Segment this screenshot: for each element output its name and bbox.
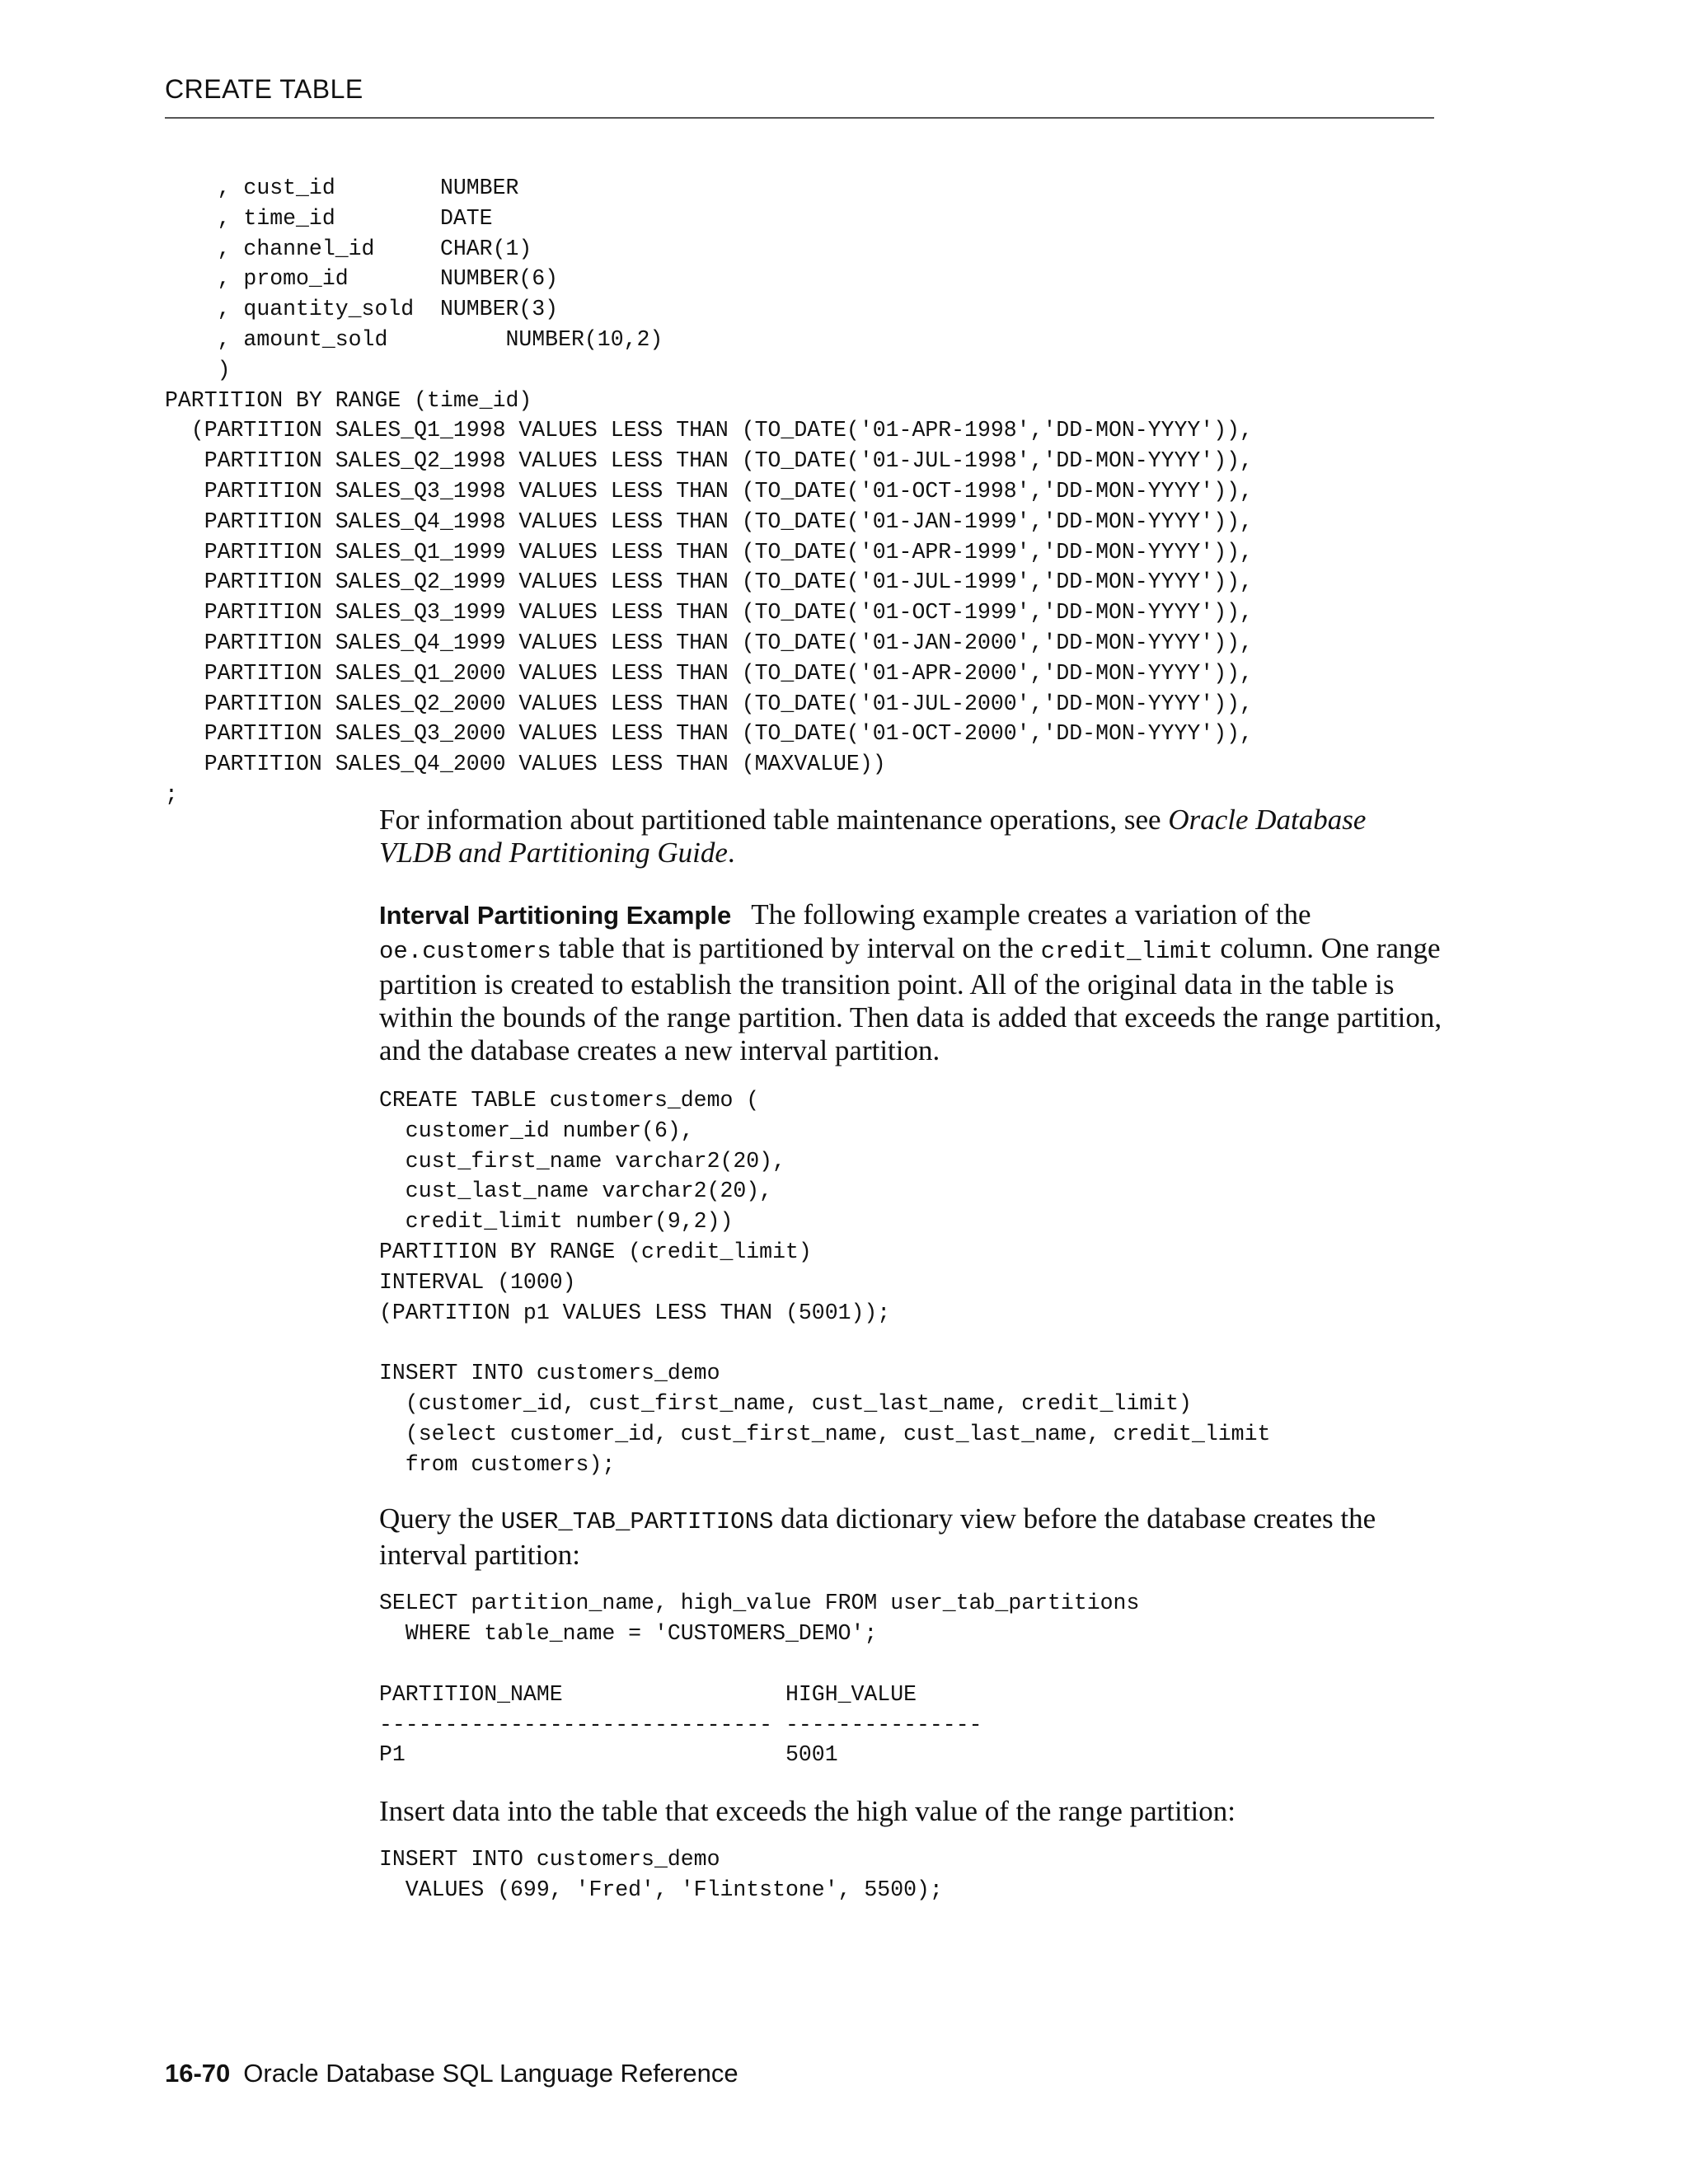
interval-example-paragraph <box>379 898 1442 1067</box>
para-text: For information about partitioned table maintenance operations, see <box>379 804 1169 836</box>
book-title: Oracle Database SQL Language Reference <box>243 2059 738 2088</box>
para-text: table that is partitioned by interval on the <box>551 932 1041 964</box>
header-title: CREATE TABLE <box>165 74 363 104</box>
insert-paragraph: Insert data into the table that exceeds the high value of the range partition: <box>379 1795 1236 1828</box>
code-block-partition-by-range: , cust_id NUMBER , time_id DATE , channel_id CHAR(1) , promo_id NUMBER(6) , quantity_sold NUMBER(3) , amount_sold NUMBER(10,2) ) PARTITION BY RANGE (time_id) (PARTITION SALES_Q1_1998 VALUES LESS THAN (TO_DATE('01-APR-1998','DD-MON-YYYY')), PARTITION SALES_Q2_1998 VALUES LESS THAN (TO_DATE('01-JUL-1998','DD-MON-YYYY')), PARTITION SALES_Q3_1998 VALUES LESS THAN (TO_DATE('01-OCT-1998','DD-MON-YYYY')), PARTITION SALES_Q4_1998 VALUES LESS THAN (TO_DATE('01-JAN-1999','DD-MON-YYYY')), PARTITION SALES_Q1_1999 VALUES LESS THAN (TO_DATE('01-APR-1999','DD-MON-YYYY')), PARTITION SALES_Q2_1999 VALUES LESS THAN (TO_DATE('01-JUL-1999','DD-MON-YYYY')), PARTITION SALES_Q3_1999 VALUES LESS THAN (TO_DATE('01-OCT-1999','DD-MON-YYYY')), PARTITION SALES_Q4_1999 VALUES LESS THAN (TO_DATE('01-JAN-2000','DD-MON-YYYY')), PARTITION SALES_Q1_2000 VALUES LESS THAN (TO_DATE('01-APR-2000','DD-MON-YYYY')), PARTITION SALES_Q2_2000 VALUES LESS THAN (TO_DATE('01-JUL-2000','DD-MON-YYYY')), PARTITION SALES_Q3_2000 VALUES LESS THAN (TO_DATE('01-OCT-2000','DD-MON-YYYY')), PARTITION SALES_Q4_2000 VALUES LESS THAN (MAXVALUE)) ; <box>165 176 1253 807</box>
inline-code: credit_limit <box>1040 938 1213 965</box>
page-number: 16-70 <box>165 2059 231 2088</box>
inline-code: USER_TAB_PARTITIONS <box>500 1508 774 1536</box>
para-end: . <box>727 837 735 869</box>
para-text: Query the <box>379 1502 501 1535</box>
inline-code: oe.customers <box>379 938 551 965</box>
para-text: column. One range partition is created to establish the transition point. All of the original data in the table is within the bounds of the range partition. Then data is added that exceeds the range partition, and the database creates a new interval partition. <box>379 932 1442 1066</box>
code-block-select-query: SELECT partition_name, high_value FROM user_tab_partitions WHERE table_name = 'CUSTOMERS_DEMO'; PARTITION_NAME HIGH_VALUE ------------------------------ --------------- P1 5001 <box>379 1591 1140 1768</box>
book-reference: Oracle Database VLDB and Partitioning Guide <box>379 804 1367 869</box>
page-footer <box>165 2059 738 2088</box>
interval-example-heading: Interval Partitioning Example <box>379 901 732 930</box>
running-header <box>165 74 1434 119</box>
code-block-create-customers-demo: CREATE TABLE customers_demo ( customer_id number(6), cust_first_name varchar2(20), cust_last_name varchar2(20), credit_limit number(9,2)) PARTITION BY RANGE (credit_limit) INTERVAL (1000) (PARTITION p1 VALUES LESS THAN (5001)); INSERT INTO customers_demo (customer_id, cust_first_name, cust_last_name, credit_limit) (select customer_id, cust_first_name, cust_last_name, credit_limit from customers); <box>379 1088 1271 1477</box>
partitioning-guide-paragraph <box>379 804 1442 869</box>
query-paragraph <box>379 1502 1442 1572</box>
para-text: The following example creates a variation of the <box>751 898 1311 930</box>
main-content <box>379 804 1442 1905</box>
code-block-insert-values: INSERT INTO customers_demo VALUES (699, 'Fred', 'Flintstone', 5500); <box>379 1847 943 1902</box>
para-text: data dictionary view before the database creates the interval partition: <box>379 1502 1376 1572</box>
